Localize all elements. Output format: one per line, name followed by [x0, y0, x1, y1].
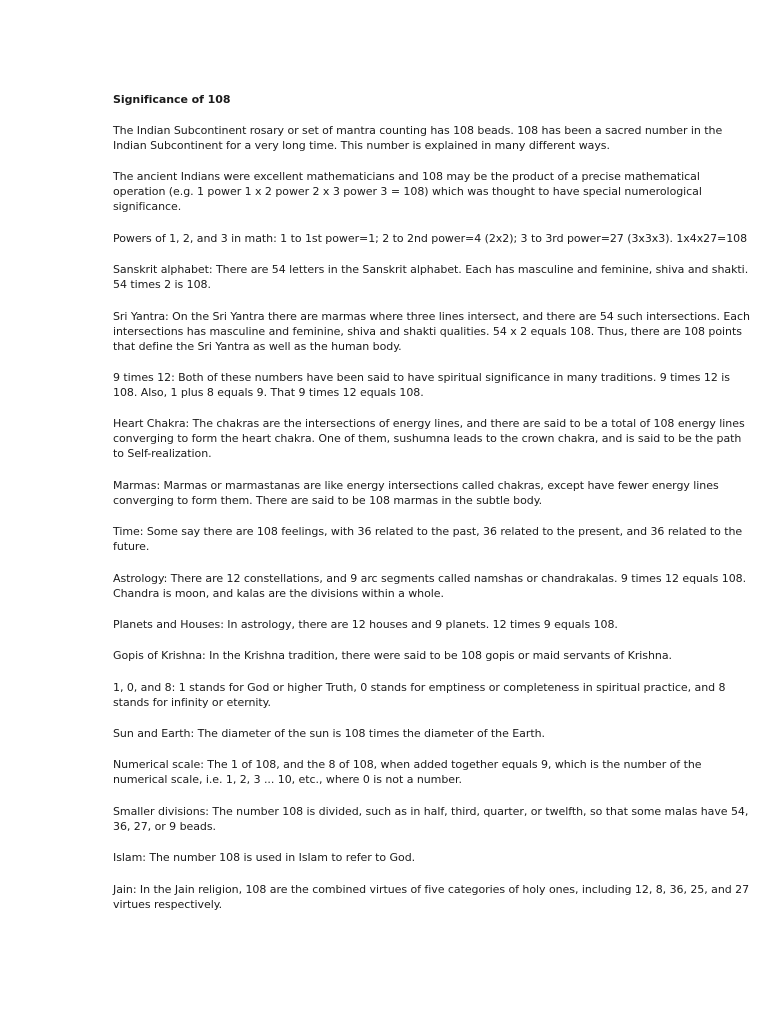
paragraph: Jain: In the Jain religion, 108 are the combined virtues of five categories of holy ones, including 12, 8, 36, 25, and 27 virtues respectively.: [113, 882, 750, 911]
paragraph: Powers of 1, 2, and 3 in math: 1 to 1st power=1; 2 to 2nd power=4 (2x2); 3 to 3rd power=27 (3x3x3). 1x4x27=108: [113, 231, 748, 245]
paragraph: Gopis of Krishna: In the Krishna tradition, there were said to be 108 gopis or maid servants of Krishna.: [113, 649, 672, 663]
paragraph: Sun and Earth: The diameter of the sun is 108 times the diameter of the Earth.: [113, 727, 545, 741]
paragraph: 9 times 12: Both of these numbers have been said to have spiritual significance in many traditions. 9 times 12 is 108. Also, 1 plus 8 equals 9. That 9 times 12 equals 108.: [113, 370, 730, 399]
paragraph: Sri Yantra: On the Sri Yantra there are marmas where three lines intersect, and there are 54 such intersections. Each intersections has masculine and feminine, shiva and shakti qualities. 54 x 2 equals 108. Thus, there are 108 points that define the Sri Yantra as well as the human body.: [113, 309, 750, 353]
paragraph: Time: Some say there are 108 feelings, with 36 related to the past, 36 related to the present, and 36 related to the future.: [113, 525, 743, 554]
document-page: [113, 92, 751, 928]
paragraph: Numerical scale: The 1 of 108, and the 8 of 108, when added together equals 9, which is the number of the numerical scale, i.e. 1, 2, 3 ... 10, etc., where 0 is not a number.: [113, 758, 702, 787]
paragraph: Planets and Houses: In astrology, there are 12 houses and 9 planets. 12 times 9 equals 108.: [113, 617, 618, 631]
paragraph: Islam: The number 108 is used in Islam to refer to God.: [113, 851, 416, 865]
paragraph: Sanskrit alphabet: There are 54 letters in the Sanskrit alphabet. Each has masculine and feminine, shiva and shakti. 54 times 2 is 108.: [113, 263, 749, 292]
paragraph: 1, 0, and 8: 1 stands for God or higher Truth, 0 stands for emptiness or completeness in spiritual practice, and 8 stands for infinity or eternity.: [113, 680, 726, 709]
document-body: [113, 123, 751, 912]
paragraph: Marmas: Marmas or marmastanas are like energy intersections called chakras, except have fewer energy lines converging to form them. There are said to be 108 marmas in the subtle body.: [113, 478, 719, 507]
paragraph: The Indian Subcontinent rosary or set of mantra counting has 108 beads. 108 has been a sacred number in the Indian Subcontinent for a very long time. This number is explained in many different ways.: [113, 124, 723, 152]
paragraph: Astrology: There are 12 constellations, and 9 arc segments called namshas or chandrakalas. 9 times 12 equals 108. Chandra is moon, and kalas are the divisions within a whole.: [113, 571, 747, 600]
paragraph: Heart Chakra: The chakras are the intersections of energy lines, and there are said to be a total of 108 energy lines converging to form the heart chakra. One of them, sushumna leads to the crown chakra, and is said to be the path to Self-realization.: [113, 417, 745, 461]
document-title: Significance of 108: [113, 93, 231, 106]
paragraph: The ancient Indians were excellent mathematicians and 108 may be the product of a precise mathematical operation (e.g. 1 power 1 x 2 power 2 x 3 power 3 = 108) which was thought to have special numerological significance.: [113, 170, 702, 214]
paragraph: Smaller divisions: The number 108 is divided, such as in half, third, quarter, or twelfth, so that some malas have 54, 36, 27, or 9 beads.: [113, 804, 749, 833]
